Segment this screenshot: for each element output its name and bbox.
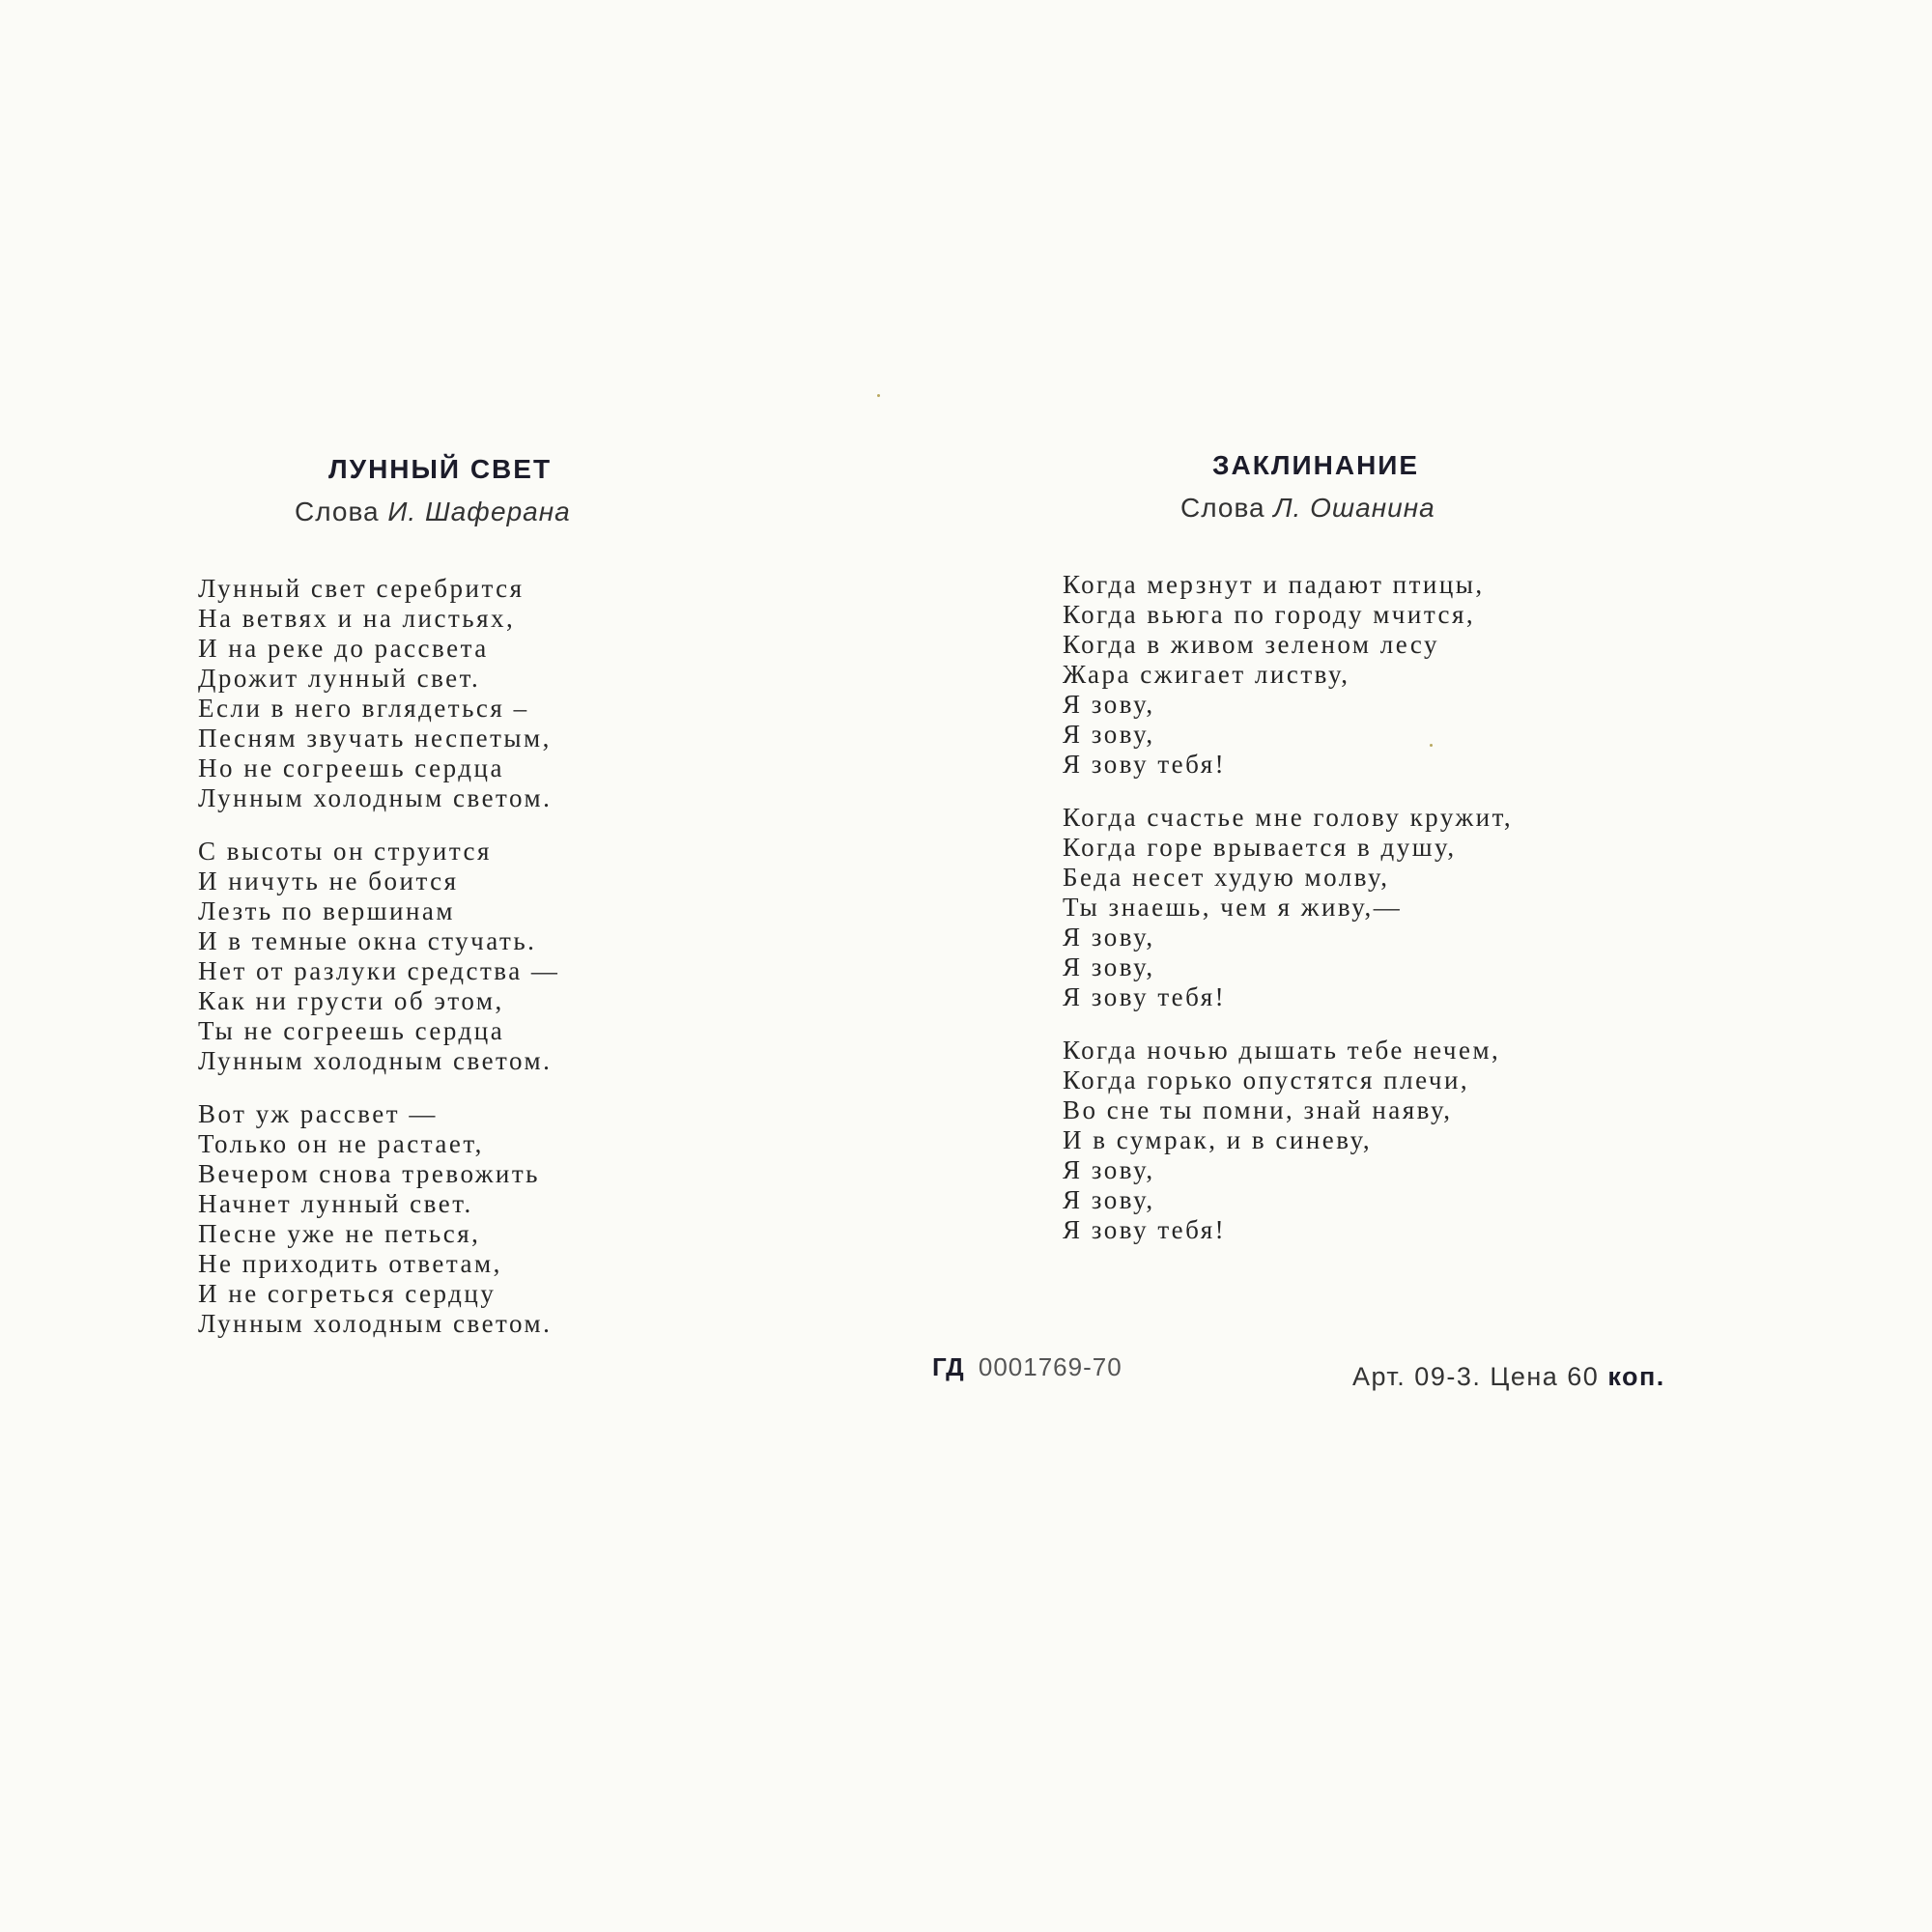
lyric-line: Я зову тебя! — [1063, 750, 1227, 779]
lyric-line: Как ни грусти об этом, — [198, 986, 504, 1015]
lyric-line: Беда несет худую молву, — [1063, 863, 1390, 892]
lyric-line: Вот уж рассвет — — [198, 1099, 438, 1128]
lyric-line: Но не согреешь сердца — [198, 753, 504, 782]
price-label — [1352, 1362, 1665, 1392]
stanza — [1063, 803, 1719, 1012]
lyric-line: Когда счастье мне голову кружит, — [1063, 803, 1514, 832]
lyric-line: Когда в живом зеленом лесу — [1063, 630, 1439, 659]
lyric-line: Я зову, — [1063, 690, 1155, 719]
paper-speck — [877, 394, 880, 397]
lyric-line: Лунным холодным светом. — [198, 1046, 553, 1075]
lyric-line: Когда вьюга по городу мчится, — [1063, 600, 1476, 629]
lyric-line: Я зову, — [1063, 923, 1155, 952]
lyric-line: Я зову, — [1063, 1155, 1155, 1184]
lyric-line: Не приходить ответам, — [198, 1249, 502, 1278]
author-prefix: Слова — [295, 497, 380, 526]
lyric-line: Жара сжигает листву, — [1063, 660, 1350, 689]
author-name: И. Шаферана — [387, 497, 571, 526]
lyric-line: Лунный свет серебрится — [198, 574, 525, 603]
lyrics — [1063, 570, 1719, 1245]
lyric-line: И на реке до рассвета — [198, 634, 489, 663]
lyric-line: Когда ночью дышать тебе нечем, — [1063, 1036, 1501, 1065]
song-lunny-svet — [198, 450, 681, 1362]
lyric-line: Когда мерзнут и падают птицы, — [1063, 570, 1485, 599]
stanza — [198, 574, 681, 813]
lyric-line: Я зову, — [1063, 952, 1155, 981]
lyric-line: И в темные окна стучать. — [198, 926, 537, 955]
stanza — [198, 1099, 681, 1339]
author-prefix: Слова — [1180, 493, 1265, 523]
lyric-line: Когда горько опустятся плечи, — [1063, 1065, 1470, 1094]
lyric-line: Вечером снова тревожить — [198, 1159, 540, 1188]
price-unit: коп. — [1607, 1362, 1665, 1391]
lyric-line: Дрожит лунный свет. — [198, 664, 481, 693]
song-author — [198, 489, 681, 535]
lyric-line: Лунным холодным светом. — [198, 783, 553, 812]
stanza — [198, 837, 681, 1076]
lyric-line: И не согреться сердцу — [198, 1279, 497, 1308]
lyric-line: Ты не согреешь сердца — [198, 1016, 505, 1045]
lyric-line: С высоты он струится — [198, 837, 492, 866]
lyric-line: Если в него вглядеться – — [198, 694, 529, 723]
lyric-line: Песне уже не петься, — [198, 1219, 481, 1248]
catalog-code-number: 0001769-70 — [978, 1352, 1122, 1381]
song-title: ЗАКЛИНАНИЕ — [1212, 450, 1420, 480]
lyric-line: Когда горе врывается в душу, — [1063, 833, 1457, 862]
price-text: Арт. 09-3. Цена 60 — [1352, 1362, 1600, 1391]
lyric-line: Только он не растает, — [198, 1129, 484, 1158]
lyric-line: На ветвях и на листьях, — [198, 604, 516, 633]
lyric-line: Песням звучать неспетым, — [198, 724, 552, 753]
lyric-line: Я зову, — [1063, 720, 1155, 749]
lyric-line: Лунным холодным светом. — [198, 1309, 553, 1338]
author-name: Л. Ошанина — [1273, 493, 1435, 523]
lyric-line: Начнет лунный свет. — [198, 1189, 473, 1218]
stanza — [1063, 1036, 1719, 1245]
lyric-line: Во сне ты помни, знай наяву, — [1063, 1095, 1453, 1124]
lyric-line: Я зову тебя! — [1063, 982, 1227, 1011]
stanza — [1063, 570, 1719, 780]
song-zaklinanie — [1063, 446, 1719, 1268]
lyric-line: Ты знаешь, чем я живу,— — [1063, 893, 1403, 922]
paper-speck — [1430, 744, 1433, 747]
lyric-line: Я зову, — [1063, 1185, 1155, 1214]
lyric-line: Лезть по вершинам — [198, 896, 456, 925]
lyric-line: И в сумрак, и в синеву, — [1063, 1125, 1373, 1154]
song-author — [1063, 485, 1719, 531]
lyric-line: Я зову тебя! — [1063, 1215, 1227, 1244]
lyrics — [198, 574, 681, 1339]
lyric-line: Нет от разлуки средства — — [198, 956, 560, 985]
song-title: ЛУННЫЙ СВЕТ — [328, 454, 553, 484]
lyric-line: И ничуть не боится — [198, 867, 459, 895]
catalog-code — [932, 1352, 1122, 1382]
catalog-code-prefix: ГД — [932, 1352, 964, 1381]
